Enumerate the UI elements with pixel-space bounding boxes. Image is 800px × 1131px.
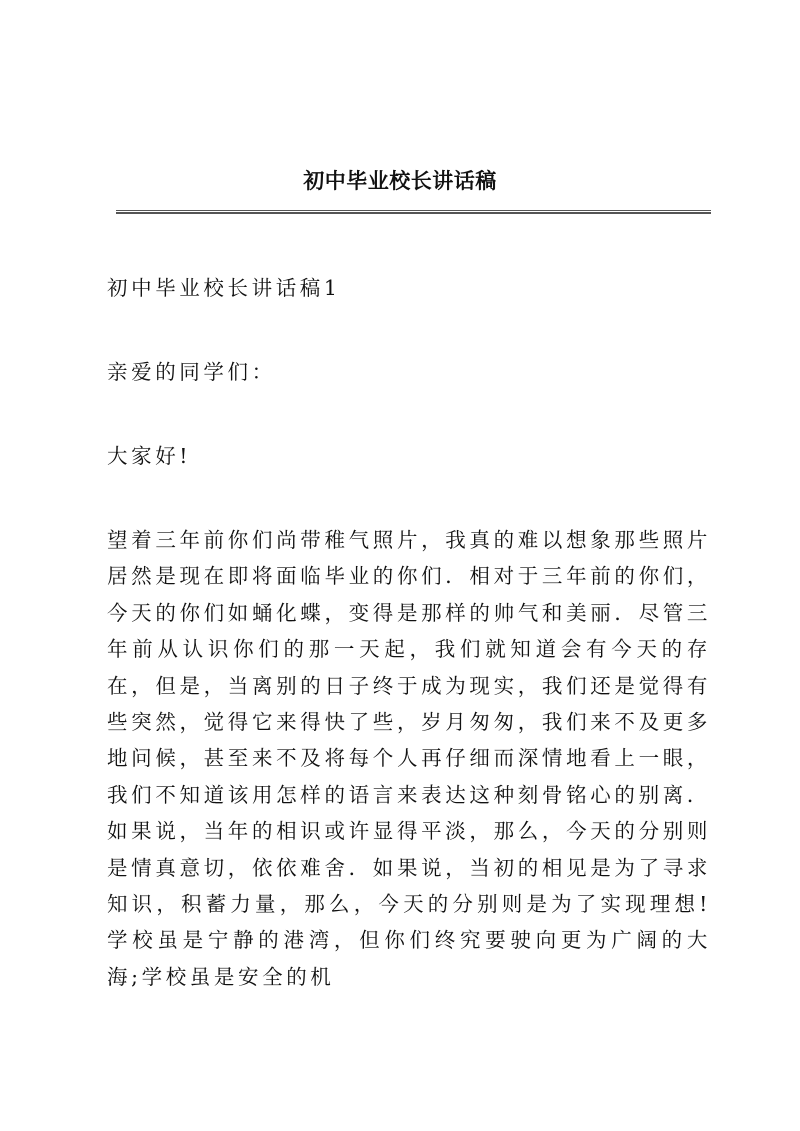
document-title: 初中毕业校长讲话稿 [303,168,497,193]
greeting-line: 亲爱的同学们： [107,360,276,384]
body-paragraph: 望着三年前你们尚带稚气照片，我真的难以想象那些照片居然是现在即将面临毕业的你们．相对于三年前的你们，今天的你们如蛹化蝶，变得是那样的帅气和美丽．尽管三年前从认识你们的那一天起，我们就知道会有今天的存在，但是，当离别的日子终于成为现实，我们还是觉得有些突然，觉得它来得快了些，岁月匆匆，我们来不及更多地问候，甚至来不及将每个人再仔细而深情地看上一眼，我们不知道该用怎样的语言来表达这种刻骨铭心的别离．如果说，当年的相识或许显得平淡，那么，今天的分别则是情真意切，依依难舍．如果说，当初的相见是为了寻求知识，积蓄力量，那么，今天的分别则是为了实现理想!学校虽是宁静的港湾，但你们终究要驶向更为广阔的大海;学校虽是安全的机 [107,528,711,989]
title-divider [116,210,711,214]
salutation-line: 大家好! [107,444,192,468]
section-heading: 初中毕业校长讲话稿1 [107,276,341,300]
